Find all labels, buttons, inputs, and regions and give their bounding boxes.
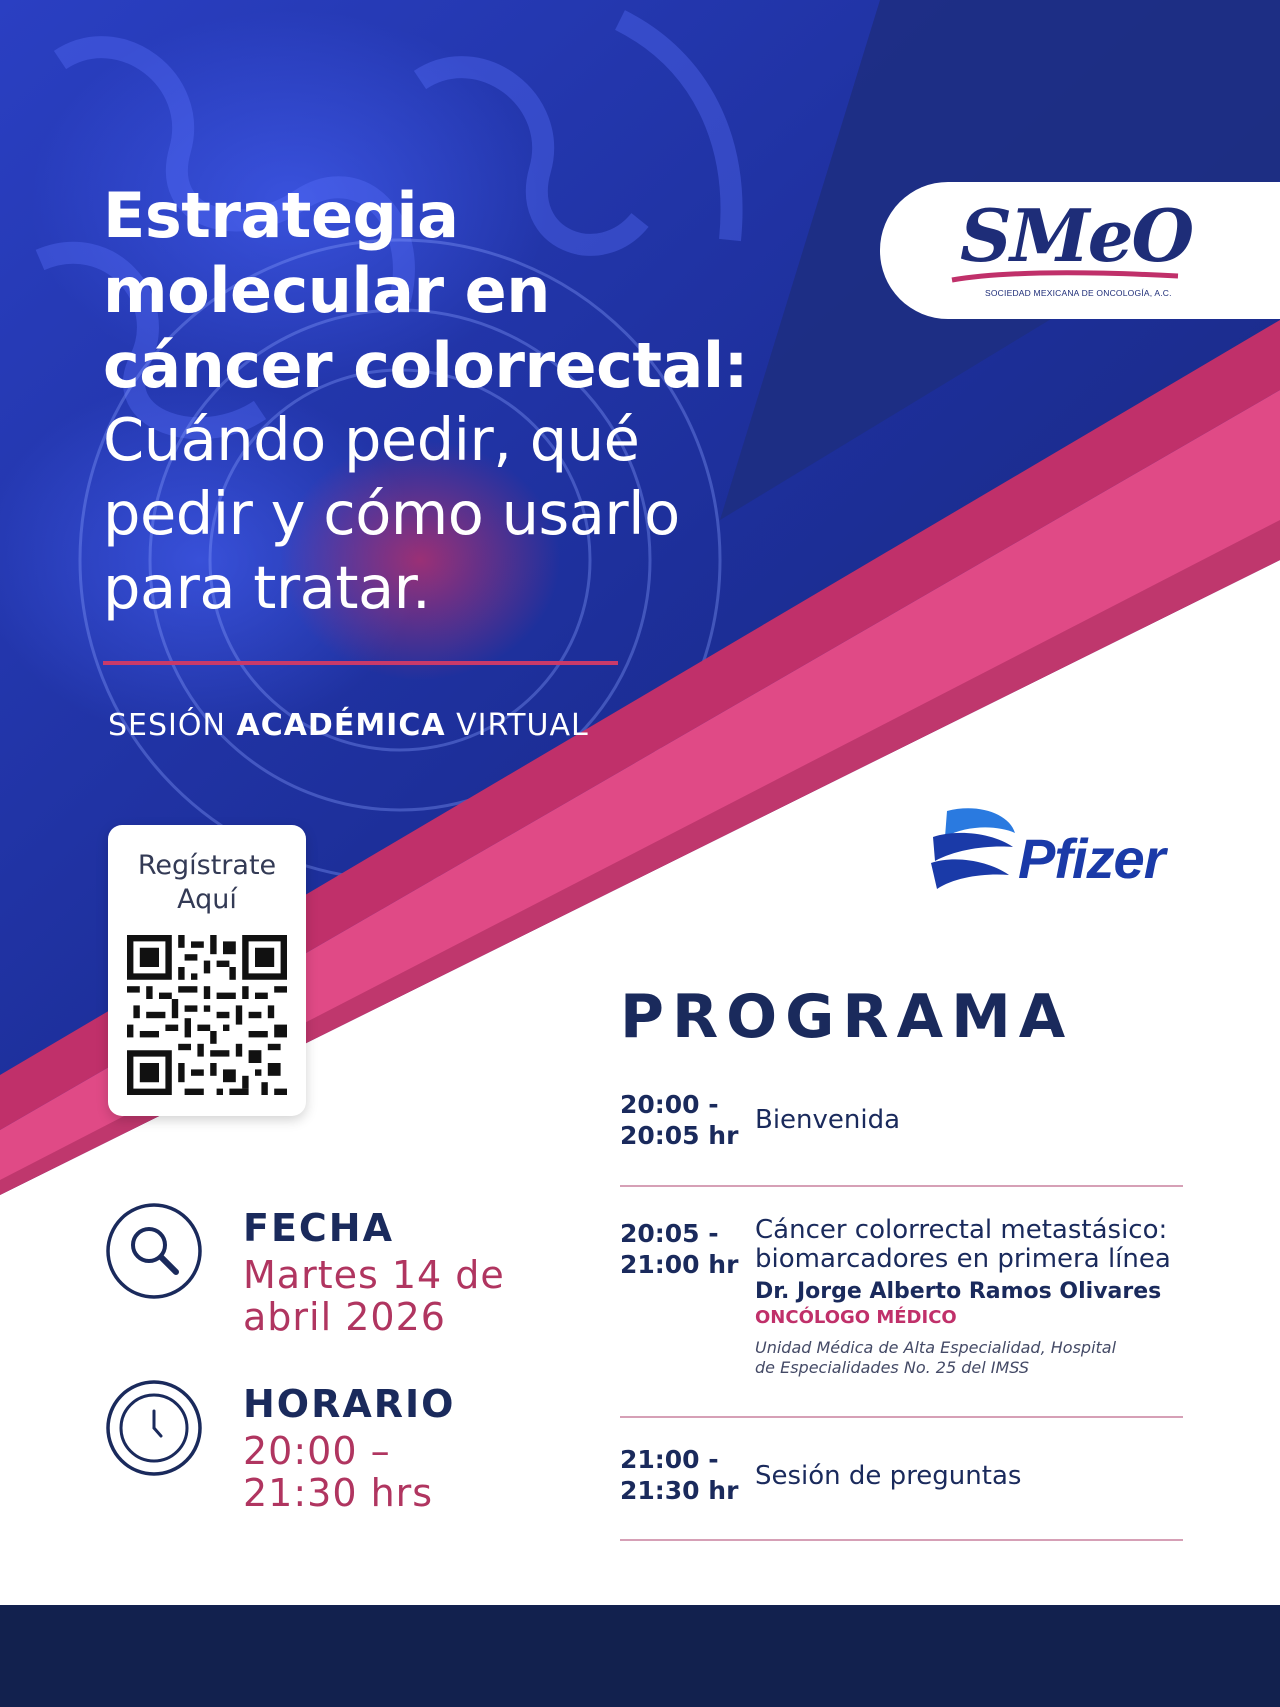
program-title: Bienvenida [755, 1105, 901, 1135]
registration-line: Aquí [177, 884, 237, 915]
program-heading: PROGRAMA [620, 982, 1074, 1052]
time-label: HORARIO [243, 1382, 456, 1426]
time-line: 21:30 hr [620, 1476, 739, 1505]
title-line: Estrategia [103, 179, 459, 252]
title-line: para tratar. [103, 553, 431, 622]
title-line: molecular en [103, 254, 550, 327]
time-line: 20:05 hr [620, 1121, 739, 1150]
speaker-name: Dr. Jorge Alberto Ramos Olivares [755, 1279, 1162, 1304]
title-line: pedir y cómo usarlo [103, 479, 680, 548]
speaker-role: ONCÓLOGO MÉDICO [755, 1307, 957, 1328]
program-time [620, 1444, 748, 1506]
program-divider [620, 1416, 1183, 1418]
program-description [755, 1216, 1185, 1378]
time-value [243, 1430, 433, 1514]
pfizer-logo: Pfizer [1018, 827, 1165, 890]
time-range-line: 21:30 hrs [243, 1471, 434, 1515]
program-title: Sesión de preguntas [755, 1461, 1022, 1491]
program-title: biomarcadores en primera línea [755, 1244, 1171, 1274]
time-range-line: 20:00 – [243, 1429, 391, 1473]
time-line: 20:00 - [620, 1090, 719, 1119]
title-bold [103, 178, 783, 403]
pfizer-mark-icon [927, 803, 1019, 895]
time-line: 21:00 - [620, 1445, 719, 1474]
date-label: FECHA [243, 1206, 395, 1250]
institution-line: de Especialidades No. 25 del IMSS [755, 1358, 1030, 1377]
date-line: abril 2026 [243, 1295, 446, 1339]
registration-card[interactable] [108, 825, 306, 1116]
program-time [620, 1089, 748, 1151]
qr-code[interactable] [127, 935, 287, 1095]
session-type [108, 708, 589, 743]
time-line: 20:05 - [620, 1219, 719, 1248]
program-divider [620, 1539, 1183, 1541]
title-divider [103, 661, 618, 665]
program-title: Cáncer colorrectal metastásico: [755, 1215, 1168, 1245]
session-part-bold: ACADÉMICA [236, 708, 446, 743]
program-description [755, 1462, 1185, 1491]
speaker-institution [755, 1338, 1185, 1378]
registration-label [108, 849, 306, 917]
footer-bar [0, 1605, 1280, 1707]
title-subtitle [103, 403, 783, 625]
program-divider [620, 1185, 1183, 1187]
smeo-logo: SMeO [960, 193, 1193, 278]
institution-line: Unidad Médica de Alta Especialidad, Hospital [755, 1338, 1117, 1357]
event-title [103, 178, 783, 625]
date-line: Martes 14 de [243, 1253, 505, 1297]
program-description [755, 1106, 1185, 1135]
program-time [620, 1218, 748, 1280]
search-icon [106, 1203, 202, 1299]
smeo-subtitle: SOCIEDAD MEXICANA DE ONCOLOGÍA, A.C. [985, 288, 1172, 298]
title-line: Cuándo pedir, qué [103, 405, 640, 474]
date-value [243, 1254, 505, 1338]
clock-icon [106, 1380, 202, 1476]
title-line: cáncer colorrectal: [103, 329, 748, 402]
time-line: 21:00 hr [620, 1250, 739, 1279]
session-part: SESIÓN [108, 708, 237, 743]
registration-line: Regístrate [137, 850, 277, 881]
session-part: VIRTUAL [445, 708, 589, 743]
